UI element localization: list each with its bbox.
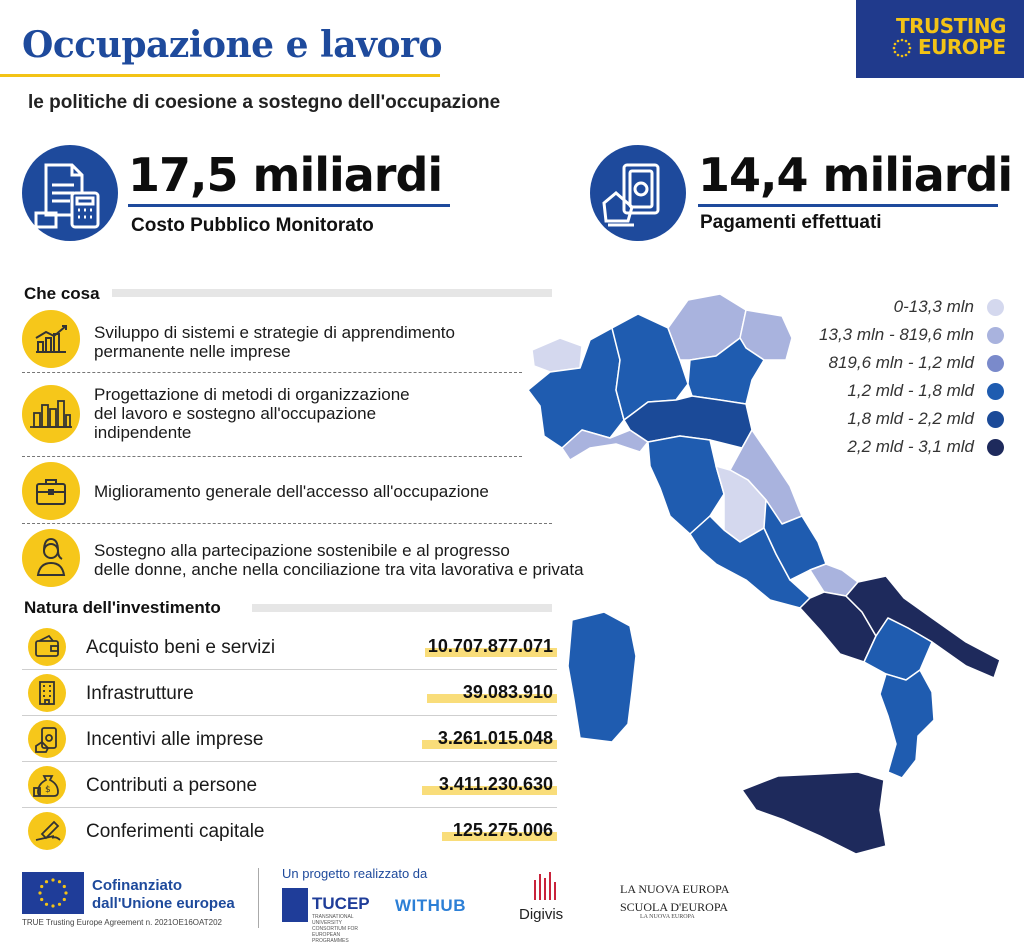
region-calabria (880, 670, 934, 778)
investment-value: 10.707.877.071 (427, 636, 553, 656)
legend-item (804, 408, 1004, 430)
kpi-pagamenti-value: 14,4 miliardi (698, 148, 1013, 202)
region-sicilia (742, 772, 886, 854)
investment-value: 3.261.015.048 (437, 728, 553, 748)
cosa-item-text (94, 385, 410, 442)
investment-row (22, 672, 557, 716)
wallet-icon (28, 628, 66, 666)
legend-swatch (987, 299, 1004, 316)
lne-line1: LA NUOVA EUROPA (620, 882, 730, 896)
lne-line3: LA NUOVA EUROPA (640, 914, 695, 920)
cosa-item-line: Miglioramento generale dell'accesso all'occupazione (94, 482, 489, 501)
investment-label: Incentivi alle imprese (86, 729, 264, 750)
investment-label: Contributi a persone (86, 775, 258, 796)
cosa-item-line: delle donne, anche nella conciliazione tra vita lavorativa e privata (94, 560, 584, 579)
tucep-logo (282, 888, 370, 944)
cosa-item-text (94, 482, 489, 501)
investment-label: Acquisto beni e servizi (86, 637, 276, 658)
building-icon (28, 674, 66, 712)
che-cosa-heading: Che cosa (24, 284, 100, 303)
footer-divider (258, 868, 259, 928)
legend-swatch (987, 355, 1004, 372)
eu-stars-icon (892, 38, 912, 58)
divider (22, 456, 522, 457)
cosa-item-line: indipendente (94, 423, 192, 442)
investment-row (22, 810, 557, 854)
eu-flag-icon (22, 872, 84, 914)
page-subtitle: le politiche di coesione a sostegno dell'occupazione (28, 92, 501, 113)
legend-item (804, 380, 1004, 402)
kpi-costo-underline (128, 204, 450, 207)
svg-text:$: $ (45, 785, 51, 795)
cosa-item-text (94, 323, 455, 361)
lne-line2: SCUOLA D'EUROPA (620, 900, 729, 914)
cosa-item-line: Sviluppo di sistemi e strategie di apprendimento (94, 323, 455, 342)
legend-label: 13,3 mln - 819,6 mln (819, 325, 974, 344)
tucep-flag-icon (282, 888, 308, 922)
legend-item (804, 436, 1004, 458)
row-divider (22, 761, 557, 762)
region-valle-d-aosta (532, 338, 582, 372)
withub-logo: WITHUB (395, 896, 466, 915)
row-divider (22, 669, 557, 670)
region-sardegna (568, 612, 636, 742)
digivis-logo: Digivis (519, 906, 564, 923)
logo-line1: TRUSTING (896, 14, 1006, 38)
agreement-text: TRUE Trusting Europe Agreement n. 2021OE16OAT202 (22, 918, 222, 927)
investment-row (22, 626, 557, 670)
woman-icon (22, 529, 80, 587)
page-title: Occupazione e lavoro (22, 24, 442, 66)
legend-label: 1,8 mld - 2,2 mld (847, 409, 974, 428)
legend-item (804, 352, 1004, 374)
logo-line2: EUROPE (918, 35, 1006, 59)
investment-value: 3.411.230.630 (438, 774, 553, 794)
cosa-item-line: permanente nelle imprese (94, 342, 291, 361)
cosa-item-line: del lavoro e sostegno all'occupazione (94, 404, 377, 423)
calculator-document-icon (22, 145, 118, 241)
investimento-bar (252, 604, 552, 612)
investment-row (22, 718, 557, 762)
legend-label: 819,6 mln - 1,2 mld (828, 353, 974, 372)
investment-label: Infrastrutture (86, 683, 194, 704)
row-divider (22, 807, 557, 808)
investment-value: 39.083.910 (462, 682, 553, 702)
tucep-subtitle: TRANSNATIONAL UNIVERSITY CONSORTIUM FOR EUROPEAN PROGRAMMES (312, 914, 359, 944)
kpi-costo-label: Costo Pubblico Monitorato (131, 215, 374, 236)
legend-swatch (987, 411, 1004, 428)
divider (22, 523, 552, 524)
tucep-name: TUCEP (312, 894, 370, 913)
legend-swatch (987, 439, 1004, 456)
cofinanziato-text (92, 877, 235, 913)
city-skyline-icon (22, 385, 80, 443)
legend-label: 1,2 mld - 1,8 mld (847, 381, 974, 400)
money-bag-icon (28, 766, 66, 804)
legend-item (804, 296, 1004, 318)
kpi-costo-value: 17,5 miliardi (128, 148, 443, 202)
cosa-item-line: Progettazione di metodi di organizzazione (94, 385, 410, 404)
cosa-item-line: Sostegno alla partecipazione sostenibile e al progresso (94, 541, 510, 560)
investimento-heading: Natura dell'investimento (24, 598, 221, 617)
cofin-line: Cofinanziato (92, 877, 182, 894)
legend-item (804, 324, 1004, 346)
briefcase-icon (22, 462, 80, 520)
legend-label: 2,2 mld - 3,1 mld (847, 437, 974, 456)
logo-text (896, 16, 1006, 58)
title-underline (0, 74, 440, 77)
investment-row (22, 764, 557, 808)
kpi-pagamenti-label: Pagamenti effettuati (700, 212, 882, 233)
cash-hand-icon (28, 720, 66, 758)
divider (22, 372, 522, 373)
trusting-europe-logo (856, 0, 1024, 78)
row-divider (22, 715, 557, 716)
progetto-text: Un progetto realizzato da (282, 866, 428, 881)
digivis-bars-icon (532, 870, 558, 904)
growth-chart-icon (22, 310, 80, 368)
legend-label: 0-13,3 mln (893, 297, 974, 316)
payment-banknote-icon (590, 145, 686, 241)
cofin-line: dall'Unione europea (92, 895, 235, 912)
investment-value: 125.275.006 (452, 820, 553, 840)
signing-hand-icon (28, 812, 66, 850)
legend-swatch (987, 383, 1004, 400)
legend-swatch (987, 327, 1004, 344)
che-cosa-bar (112, 289, 552, 297)
investment-label: Conferimenti capitale (86, 821, 265, 842)
kpi-pagamenti-underline (698, 204, 998, 207)
